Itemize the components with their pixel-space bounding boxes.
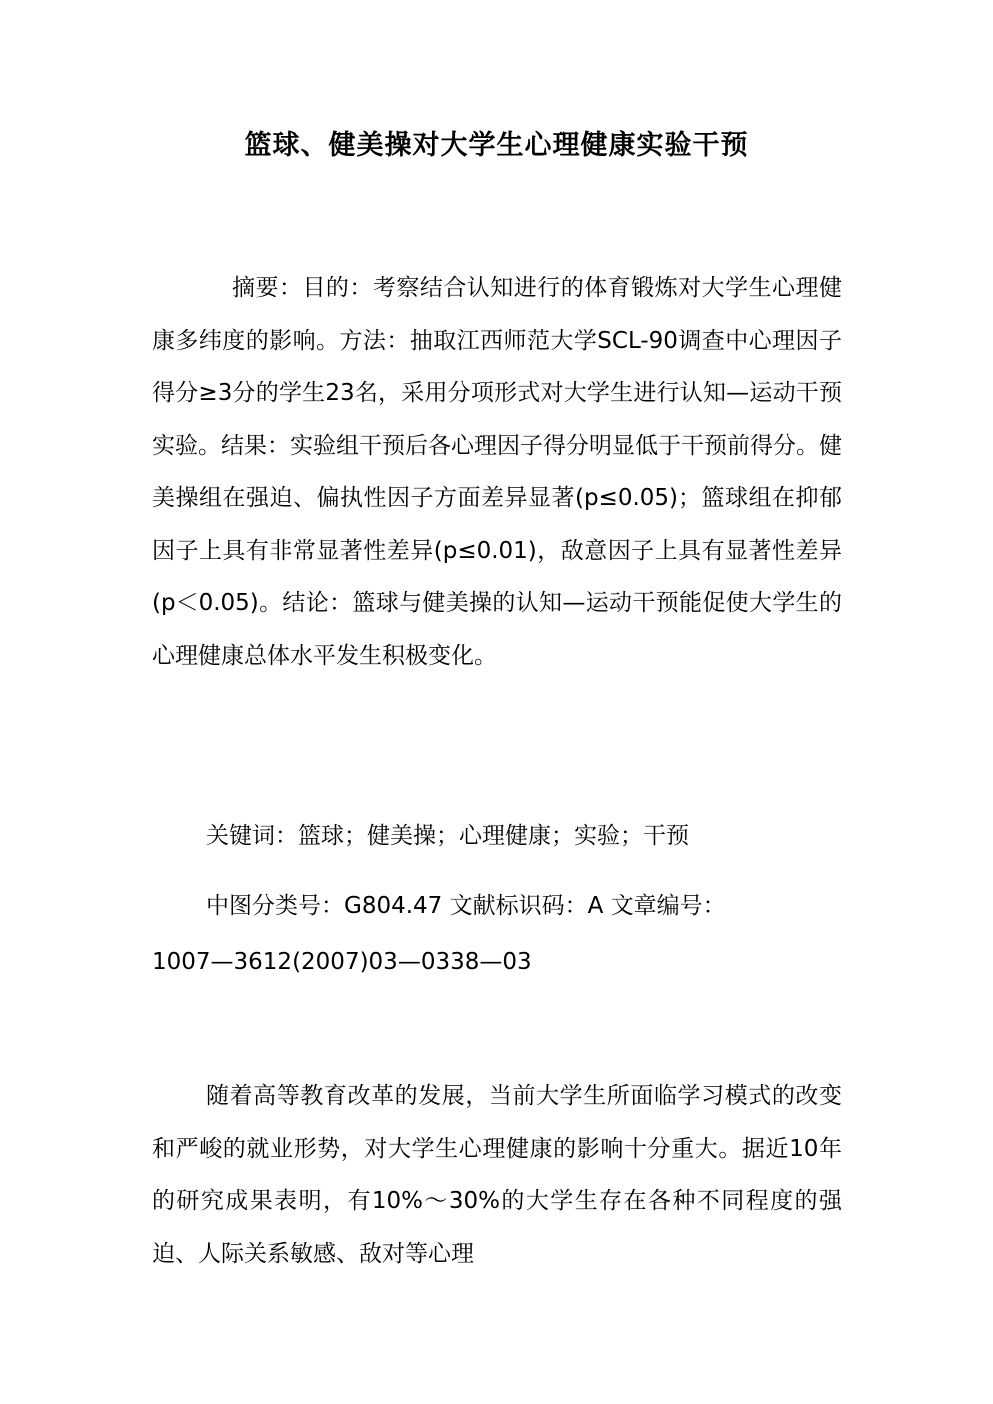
body-paragraph: 随着高等教育改革的发展，当前大学生所面临学习模式的改变和严峻的就业形势，对大学生心理健康的影响十分重大。据近10年的研究成果表明，有10%～30%的大学生存在各种不同程度的强迫、人际关系敏感、敌对等心理: [152, 1083, 842, 1267]
document-title: 篮球、健美操对大学生心理健康实验干预: [244, 130, 749, 161]
article-number-line: 1007—3612(2007)03—0338—03: [152, 949, 532, 975]
abstract-paragraph: 摘要：目的：考察结合认知进行的体育锻炼对大学生心理健康多纬度的影响。方法：抽取江西师范大学SCL-90调查中心理因子得分≥3分的学生23名，采用分项形式对大学生进行认知—运动干预实验。结果：实验组干预后各心理因子得分明显低于干预前得分。健美操组在强迫、偏执性因子方面差异显著(p≤0.05)；篮球组在抑郁因子上具有非常显著性差异(p≤0.01)，敌意因子上具有显著性差异(p＜0.05)。结论：篮球与健美操的认知—运动干预能促使大学生的心理健康总体水平发生积极变化。: [152, 275, 842, 669]
keywords-line: 关键词：篮球；健美操；心理健康；实验；干预: [206, 823, 689, 849]
classification-line: 中图分类号：G804.47 文献标识码：A 文章编号：: [206, 893, 726, 919]
